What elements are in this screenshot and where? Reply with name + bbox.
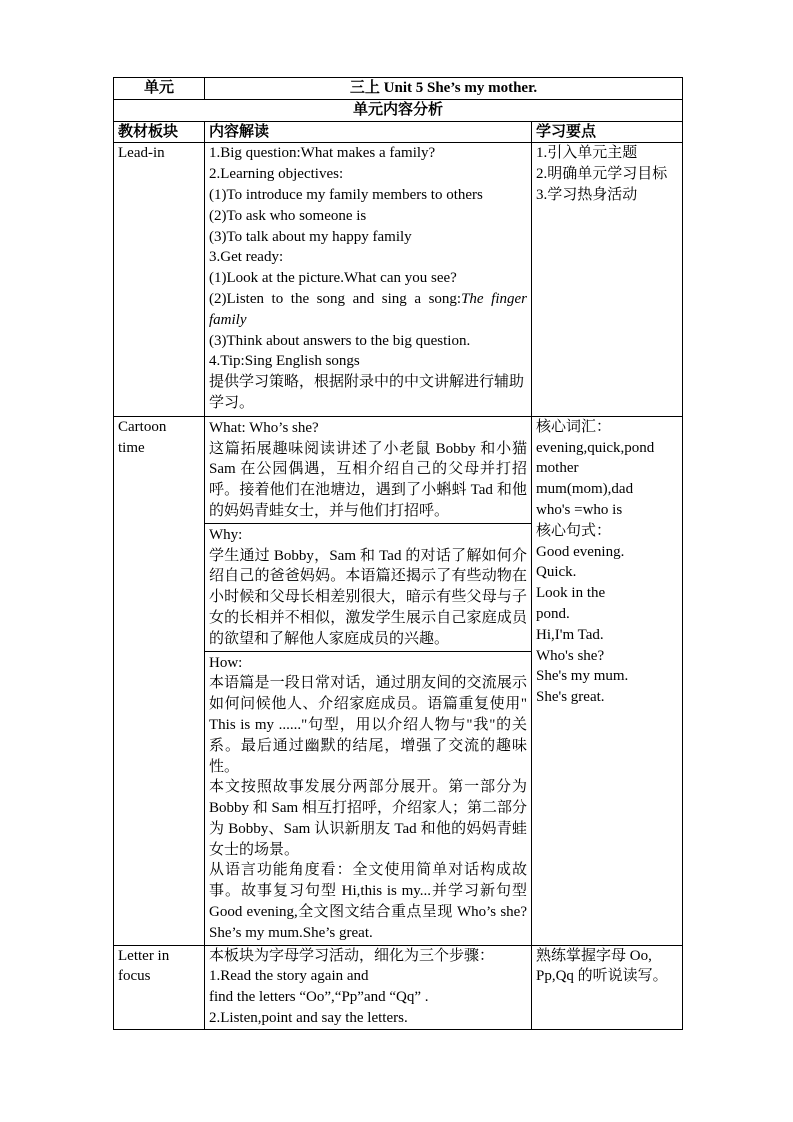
- leadin-song-intro: (2)Listen to the song and sing a song:: [209, 290, 462, 307]
- unit-label: 单元: [114, 78, 205, 100]
- cartoon-point: Look in the: [536, 585, 606, 602]
- why-text: 学生通过 Bobby，Sam 和 Tad 的对话了解如何介绍自己的爸爸妈妈。本语篇还揭示了有些动物在小时候和父母长相差别很大，暗示有些父母与子女的长相并不相似，激发学生展示自己家庭成员的欲望和了解他人家庭成员的兴趣。: [209, 547, 527, 647]
- letter-point: 熟练掌握字母 Oo, Pp,Qq 的听说读写。: [536, 947, 668, 985]
- leadin-point: 2.明确单元学习目标: [536, 166, 668, 183]
- unit-row: [114, 78, 683, 100]
- leadin-line: (1)Look at the picture.What can you see?: [209, 270, 457, 287]
- cartoon-label: [114, 416, 205, 945]
- cartoon-point: mum(mom),dad: [536, 481, 634, 498]
- unit-analysis-table: [113, 77, 683, 1030]
- analysis-title: 单元内容分析: [114, 99, 683, 121]
- cartoon-label-line: time: [118, 439, 145, 456]
- how-heading: How:: [209, 654, 243, 671]
- leadin-line: 2.Learning objectives:: [209, 166, 344, 183]
- letter-label: [114, 945, 205, 1029]
- leadin-song-line: [209, 289, 527, 331]
- how-paragraph: 本文按照故事发展分两部分展开。第一部分为 Bobby 和 Sam 相互打招呼，介绍家人；第二部分为 Bobby、Sam 认识新朋友 Tad 和他的妈妈青蛙女士的场景。: [209, 779, 527, 858]
- letter-line: 本板块为字母学习活动，细化为三个步骤：: [209, 947, 495, 964]
- cartoon-point: 核心词汇：: [536, 418, 612, 435]
- cartoon-points: [532, 416, 683, 945]
- cartoon-point: Good evening.: [536, 543, 625, 560]
- letter-line: 1.Read the story again and: [209, 968, 369, 985]
- leadin-line: 4.Tip:Sing English songs: [209, 353, 360, 370]
- song-title: The finger family: [209, 290, 527, 328]
- cartoon-what: [205, 416, 532, 523]
- leadin-line: (2)To ask who someone is: [209, 207, 367, 224]
- leadin-label: Lead-in: [114, 143, 205, 416]
- cartoon-label-line: Cartoon: [118, 418, 167, 435]
- why-heading: Why:: [209, 526, 243, 543]
- leadin-line: (3)To talk about my happy family: [209, 228, 412, 245]
- cartoon-point: pond.: [536, 605, 570, 622]
- cartoon-point: She's my mum.: [536, 668, 629, 685]
- what-heading: What: Who’s she?: [209, 419, 319, 436]
- header-module: 教材板块: [114, 121, 205, 143]
- header-content: 内容解读: [205, 121, 532, 143]
- header-row: [114, 121, 683, 143]
- cartoon-point: Who's she?: [536, 647, 605, 664]
- letter-label-line: Letter in: [118, 947, 170, 964]
- leadin-line: (3)Think about answers to the big question.: [209, 332, 471, 349]
- analysis-row: [114, 99, 683, 121]
- leadin-row: [114, 143, 683, 416]
- leadin-line: 提供学习策略，根据附录中的中文讲解进行辅助学习。: [209, 374, 525, 411]
- what-text: 这篇拓展趣味阅读讲述了小老鼠 Bobby 和小猫 Sam 在公园偶遇，互相介绍自己的父母并打招呼。接着他们在池塘边，遇到了小蝌蚪 Tad 和他的妈妈青蛙女士，并与他们打招呼。: [209, 440, 527, 519]
- leadin-content: [205, 143, 532, 416]
- letter-line: 2.Listen,point and say the letters.: [209, 1010, 408, 1027]
- how-paragraph: 从语言功能角度看：全文使用简单对话构成故事。故事复习句型 Hi,this is my...并学习新句型 Good evening,全文图文结合重点呈现 Who’s she?She’s my mum.She’s great.: [209, 862, 527, 941]
- leadin-point: 1.引入单元主题: [536, 145, 638, 162]
- cartoon-why: [205, 523, 532, 651]
- leadin-point: 3.学习热身活动: [536, 186, 638, 203]
- unit-title: 三上 Unit 5 She’s my mother.: [205, 78, 683, 100]
- cartoon-what-row: [114, 416, 683, 523]
- leadin-line: 1.Big question:What makes a family?: [209, 145, 436, 162]
- cartoon-point: mother: [536, 460, 579, 477]
- letter-content: [205, 945, 532, 1029]
- letter-label-line: focus: [118, 968, 151, 985]
- leadin-line: (1)To introduce my family members to others: [209, 186, 483, 203]
- letter-line: find the letters “Oo”,“Pp”and “Qq” .: [209, 989, 429, 1006]
- how-paragraph: 本语篇是一段日常对话，通过朋友间的交流展示如何问候他人、介绍家庭成员。语篇重复使用" This is my ......"句型，用以介绍人物与"我"的关系。最后通过幽默的结尾，增强了交流的趣味性。: [209, 675, 527, 775]
- cartoon-point: Quick.: [536, 564, 577, 581]
- cartoon-point: Hi,I'm Tad.: [536, 626, 604, 643]
- leadin-line: 3.Get ready:: [209, 249, 284, 266]
- letter-row: [114, 945, 683, 1029]
- cartoon-how: [205, 651, 532, 945]
- header-points: 学习要点: [532, 121, 683, 143]
- cartoon-point: 核心句式：: [536, 522, 612, 539]
- leadin-points: [532, 143, 683, 416]
- letter-points: [532, 945, 683, 1029]
- cartoon-point: She's great.: [536, 689, 605, 706]
- cartoon-point: evening,quick,pond: [536, 439, 655, 456]
- cartoon-point: who's =who is: [536, 501, 623, 518]
